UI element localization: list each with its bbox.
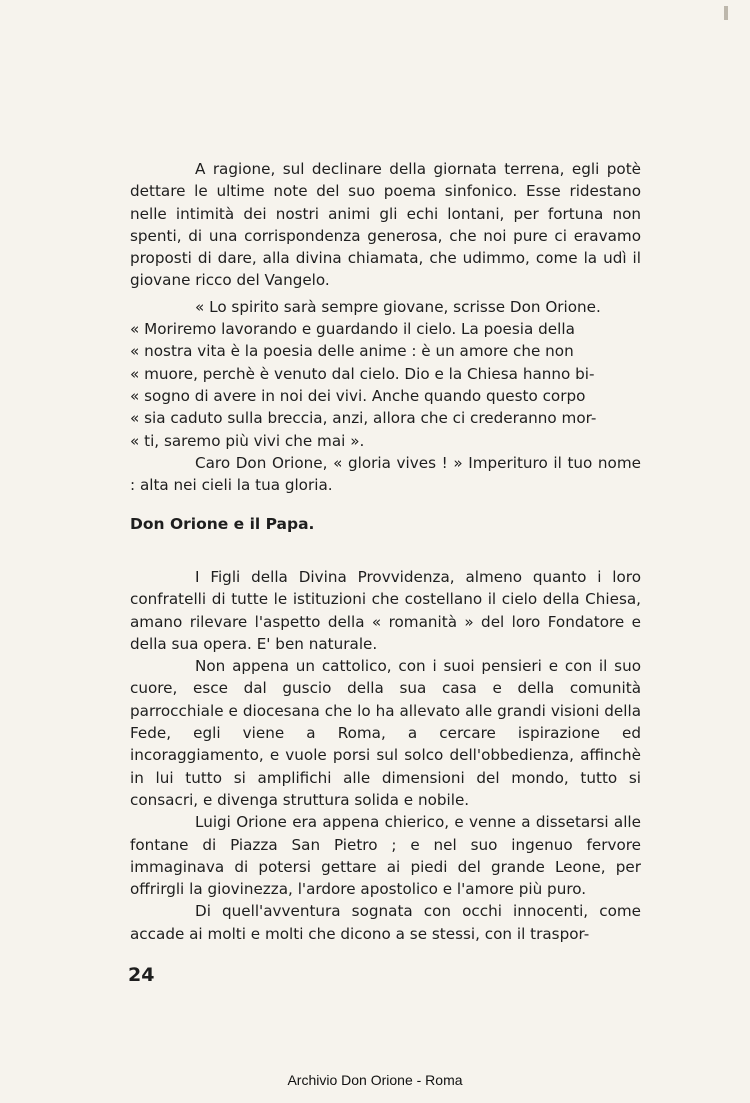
quote-line-4: « muore, perchè è venuto dal cielo. Dio e la Chiesa hanno bi- [130,364,595,383]
section-heading: Don Orione e il Papa. [130,515,315,533]
archive-footer: Archivio Don Orione - Roma [287,1072,463,1088]
quote-line-6: « sia caduto sulla breccia, anzi, allora che ci crederanno mor- [130,409,597,428]
page-number: 24 [128,964,155,986]
paragraph-3: Non appena un cattolico, con i suoi pensieri e con il suo cuore, esce dal guscio della sua casa e della comunità parrocchiale e diocesana che lo ha allevato alle grandi visioni della Fede, egli viene a Roma, a cercare ispirazione ed incoraggiamento, e vuole porsi sul solco dell'obbedienza, affinchè in lui tutto si amplifichi alle dimensioni del mondo, tutto si consacri, e divenga struttura solida e nobile. [130,657,641,809]
quote-line-1: « Lo spirito sarà sempre giovane, scrisse Don Orione. [195,297,601,316]
paragraph-5: Di quell'avventura sognata con occhi innocenti, come accade ai molti e molti che dicono a se stessi, con il traspor- [130,902,641,943]
bottom-text-section [130,566,641,945]
paragraph-closing: Caro Don Orione, « gloria vives ! » Imperituro il tuo nome : alta nei cieli la tua gloria. [130,453,641,495]
paragraph-4: Luigi Orione era appena chierico, e venne a dissetarsi alle fontane di Piazza San Pietro ; e nel suo ingenuo fervore immaginava di potersi gettare ai piedi del grande Leone, per offrirgli la giovinezza, l'ardore apostolico e l'amore più puro. [130,813,641,899]
quote-line-3: « nostra vita è la poesia delle anime : è un amore che non [130,342,574,361]
top-text-section [130,158,641,496]
quote-line-7: « ti, saremo più vivi che mai ». [130,431,365,450]
paragraph-1: A ragione, sul declinare della giornata terrena, egli potè dettare le ultime note del suo poema sinfonico. Esse ridestano nelle intimità dei nostri animi gli echi lontani, per fortuna non spenti, di una corrispondenza generosa, che noi pure ci eravamo proposti di dare, alla divina chiamata, che udimmo, come la udì il giovane ricco del Vangelo. [130,160,641,290]
paragraph-2: I Figli della Divina Provvidenza, almeno quanto i loro confratelli di tutte le istituzioni che costellano il cielo della Chiesa, amano rilevare l'aspetto della « romanità » del loro Fondatore e della sua opera. E' ben naturale. [130,568,641,653]
quote-block [130,296,641,452]
quote-line-5: « sogno di avere in noi dei vivi. Anche quando questo corpo [130,386,586,405]
scan-mark [724,6,728,20]
quote-line-2: « Moriremo lavorando e guardando il cielo. La poesia della [130,320,575,339]
